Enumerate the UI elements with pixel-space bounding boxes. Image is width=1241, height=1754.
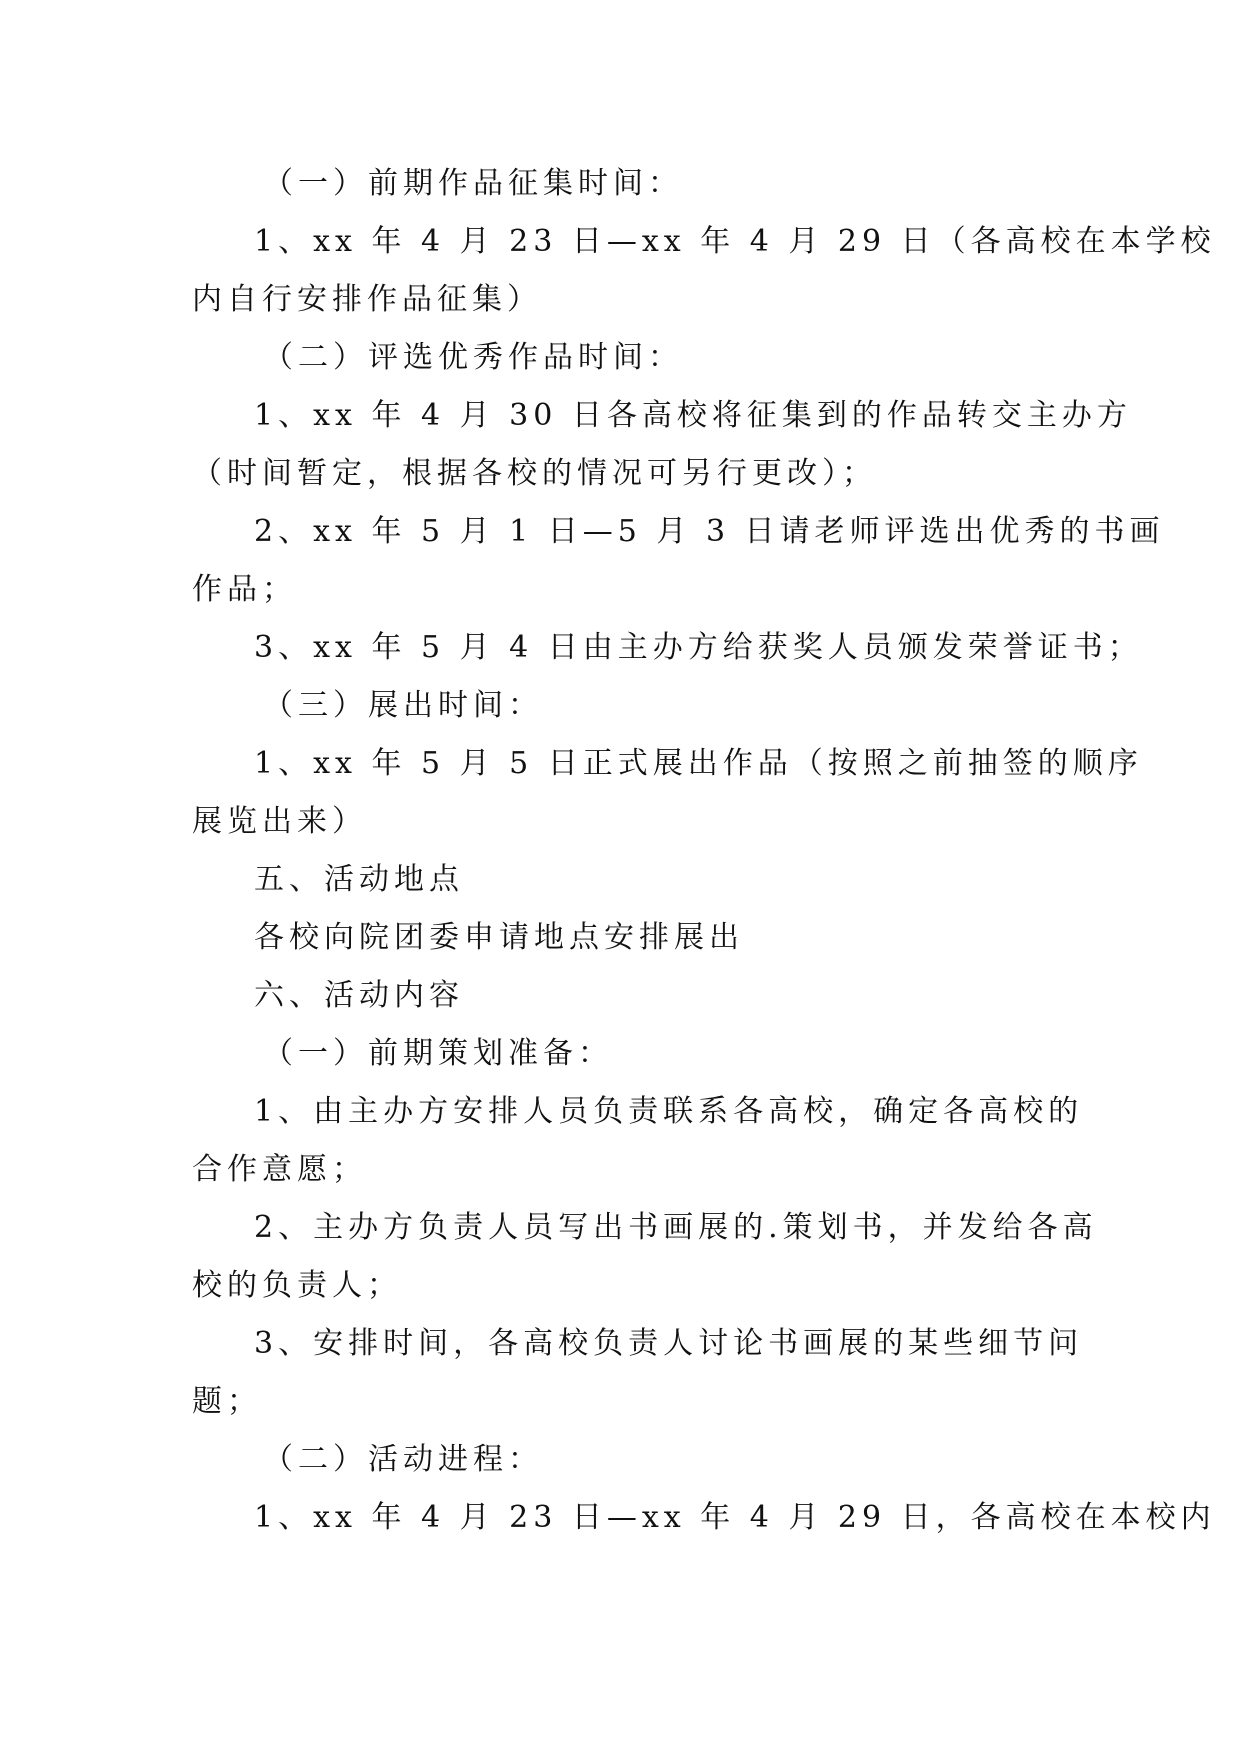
paragraph-line: 内自行安排作品征集） (192, 282, 542, 317)
paragraph-line: 2、主办方负责人员写出书画展的.策划书，并发给各高 (254, 1210, 1098, 1245)
section-heading-selection-time: （二）评选优秀作品时间： (263, 340, 683, 375)
section-heading-exhibition-time: （三）展出时间： (263, 688, 543, 723)
paragraph-line: 1、由主办方安排人员负责联系各高校，确定各高校的 (254, 1094, 1084, 1129)
paragraph-line: （时间暂定，根据各校的情况可另行更改）； (192, 456, 877, 491)
paragraph-line: 合作意愿； (192, 1152, 367, 1187)
section-heading-collection-time: （一）前期作品征集时间： (263, 166, 683, 201)
section-heading-progress: （二）活动进程： (263, 1442, 543, 1477)
paragraph-line: 各校向院团委申请地点安排展出 (254, 920, 744, 955)
paragraph-line: 校的负责人； (192, 1268, 402, 1303)
paragraph-line: 1、xx 年 5 月 5 日正式展出作品（按照之前抽签的顺序 (254, 746, 1143, 781)
section-heading-content: 六、活动内容 (254, 978, 464, 1013)
paragraph-line: 2、xx 年 5 月 1 日—5 月 3 日请老师评选出优秀的书画 (254, 514, 1165, 549)
paragraph-line: 3、安排时间，各高校负责人讨论书画展的某些细节问 (254, 1326, 1084, 1361)
paragraph-line: 3、xx 年 5 月 4 日由主办方给获奖人员颁发荣誉证书； (254, 630, 1143, 665)
paragraph-line: 展览出来） (192, 804, 367, 839)
section-heading-planning: （一）前期策划准备： (263, 1036, 613, 1071)
paragraph-line: 1、xx 年 4 月 23 日—xx 年 4 月 29 日，各高校在本校内 (254, 1500, 1216, 1535)
paragraph-line: 1、xx 年 4 月 30 日各高校将征集到的作品转交主办方 (254, 398, 1132, 433)
paragraph-line: 作品； (192, 572, 297, 607)
paragraph-line: 题； (192, 1384, 262, 1419)
section-heading-venue: 五、活动地点 (254, 862, 464, 897)
paragraph-line: 1、xx 年 4 月 23 日—xx 年 4 月 29 日（各高校在本学校 (254, 224, 1216, 259)
